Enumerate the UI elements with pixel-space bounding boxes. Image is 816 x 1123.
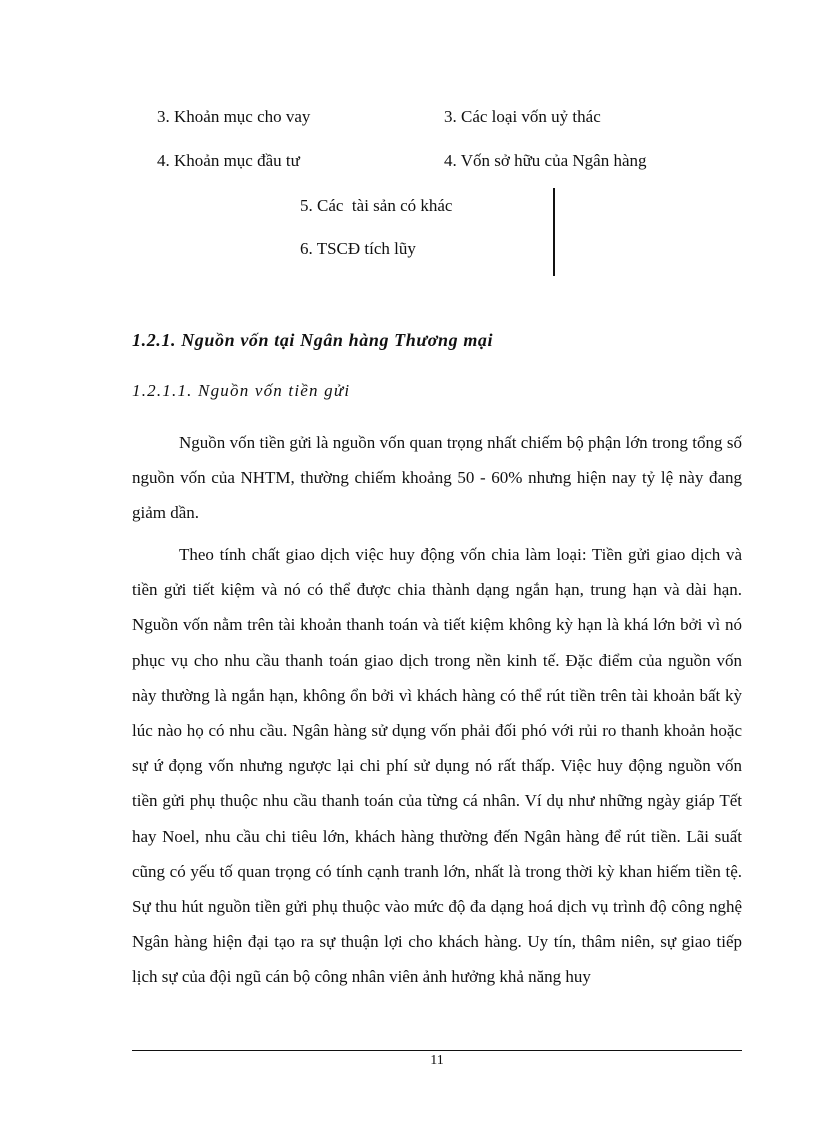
body-paragraph-1: Nguồn vốn tiền gửi là nguồn vốn quan trọng nhất chiếm bộ phận lớn trong tổng số nguồn vốn của NHTM, thường chiếm khoảng 50 - 60% nhưng hiện nay tỷ lệ này đang giảm dần. <box>132 433 742 523</box>
list-item-left-4: 4. Khoản mục đầu tư <box>157 151 300 170</box>
vertical-divider <box>553 188 555 276</box>
subsection-heading: 1.2.1.1. Nguồn vốn tiền gửi <box>132 381 351 400</box>
list-item-left-3: 3. Khoản mục cho vay <box>157 107 311 126</box>
section-heading: 1.2.1. Nguồn vốn tại Ngân hàng Thương mại <box>132 330 494 350</box>
list-item-center-5: 5. Các tài sản có khác <box>300 196 453 215</box>
list-item-right-4: 4. Vốn sở hữu của Ngân hàng <box>444 151 647 170</box>
list-item-center-6: 6. TSCĐ tích lũy <box>300 239 416 258</box>
list-item-right-3: 3. Các loại vốn uỷ thác <box>444 107 601 126</box>
footer-rule <box>132 1050 742 1051</box>
page-number: 11 <box>430 1053 444 1068</box>
body-paragraph-2: Theo tính chất giao dịch việc huy động vốn chia làm loại: Tiền gửi giao dịch và tiền gửi tiết kiệm và nó có thể được chia thành dạng ngắn hạn, trung hạn và dài hạn. Nguồn vốn nằm trên tài khoản thanh toán và tiết kiệm không kỳ hạn là khá lớn bởi vì nó phục vụ cho nhu cầu thanh toán giao dịch trong nền kinh tế. Đặc điểm của nguồn vốn này thường là ngắn hạn, không ổn bởi vì khách hàng có thể rút tiền trên tài khoản bất kỳ lúc nào họ có nhu cầu. Ngân hàng sử dụng vốn phải đối phó với rủi ro thanh khoản hoặc sự ứ đọng vốn nhưng ngược lại chi phí sử dụng nó rất thấp. Việc huy động nguồn vốn tiền gửi phụ thuộc nhu cầu thanh toán của từng cá nhân. Ví dụ như những ngày giáp Tết hay Noel, nhu cầu chi tiêu lớn, khách hàng thường đến Ngân hàng để rút tiền. Lãi suất cũng có yếu tố quan trọng có tính cạnh tranh lớn, nhất là trong thời kỳ khan hiếm tiền tệ. Sự thu hút nguồn tiền gửi phụ thuộc vào mức độ đa dạng hoá dịch vụ trình độ công nghệ Ngân hàng hiện đại tạo ra sự thuận lợi cho khách hàng. Uy tín, thâm niên, sự giao tiếp lịch sự của đội ngũ cán bộ công nhân viên ảnh hưởng khả năng huy <box>132 545 742 987</box>
